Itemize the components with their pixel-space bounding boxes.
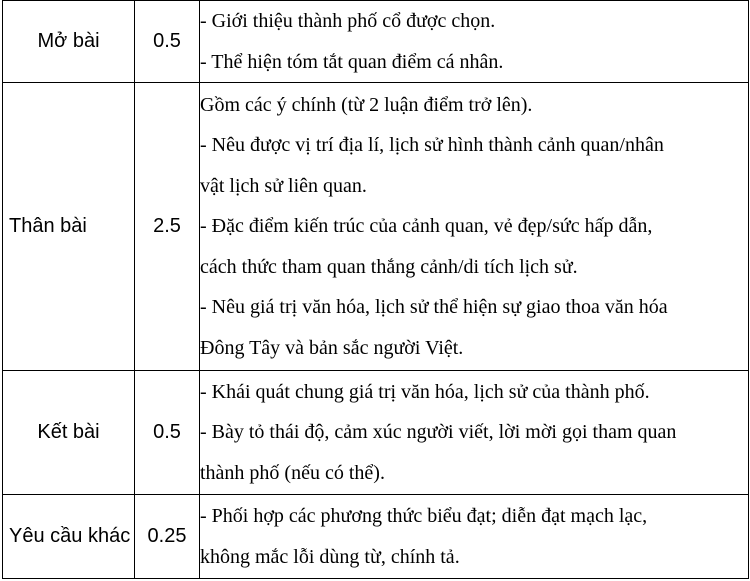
table-row (3, 1, 749, 83)
scoring-rubric-table (2, 0, 749, 579)
section-name-cell: Thân bài (3, 83, 135, 371)
section-name-cell: Yêu cầu khác (3, 495, 135, 579)
criteria-cell (200, 371, 749, 495)
criteria-line: Đông Tây và bản sắc người Việt. (200, 336, 464, 359)
section-name-cell: Kết bài (3, 371, 135, 495)
criteria-line: - Nêu giá trị văn hóa, lịch sử thể hiện sự giao thoa văn hóa (200, 296, 668, 319)
criteria-line: - Đặc điểm kiến trúc của cảnh quan, vẻ đẹp/sức hấp dẫn, (200, 215, 653, 238)
criteria-line: - Khái quát chung giá trị văn hóa, lịch sử của thành phố. (200, 380, 650, 403)
criteria-line: - Thể hiện tóm tắt quan điểm cá nhân. (200, 50, 504, 73)
score-cell: 2.5 (135, 83, 200, 371)
criteria-line: không mắc lỗi dùng từ, chính tả. (200, 545, 460, 568)
criteria-line: cách thức tham quan thắng cảnh/di tích lịch sử. (200, 255, 578, 278)
criteria-line: Gồm các ý chính (từ 2 luận điểm trở lên). (200, 93, 533, 116)
section-name-cell: Mở bài (3, 1, 135, 83)
criteria-line: - Nêu được vị trí địa lí, lịch sử hình thành cảnh quan/nhân (200, 134, 664, 157)
criteria-cell (200, 83, 749, 371)
criteria-line: - Phối hợp các phương thức biểu đạt; diễn đạt mạch lạc, (200, 505, 648, 527)
table-row (3, 371, 749, 495)
criteria-line: - Giới thiệu thành phố cổ được chọn. (200, 10, 496, 32)
criteria-cell (200, 1, 749, 83)
criteria-line: vật lịch sử liên quan. (200, 174, 367, 197)
criteria-line: - Bày tỏ thái độ, cảm xúc người viết, lời mời gọi tham quan (200, 421, 677, 444)
score-cell: 0.25 (135, 495, 200, 579)
criteria-cell (200, 495, 749, 579)
table-row (3, 83, 749, 371)
criteria-line: thành phố (nếu có thể). (200, 461, 385, 484)
score-cell: 0.5 (135, 1, 200, 83)
table-row (3, 495, 749, 579)
score-cell: 0.5 (135, 371, 200, 495)
